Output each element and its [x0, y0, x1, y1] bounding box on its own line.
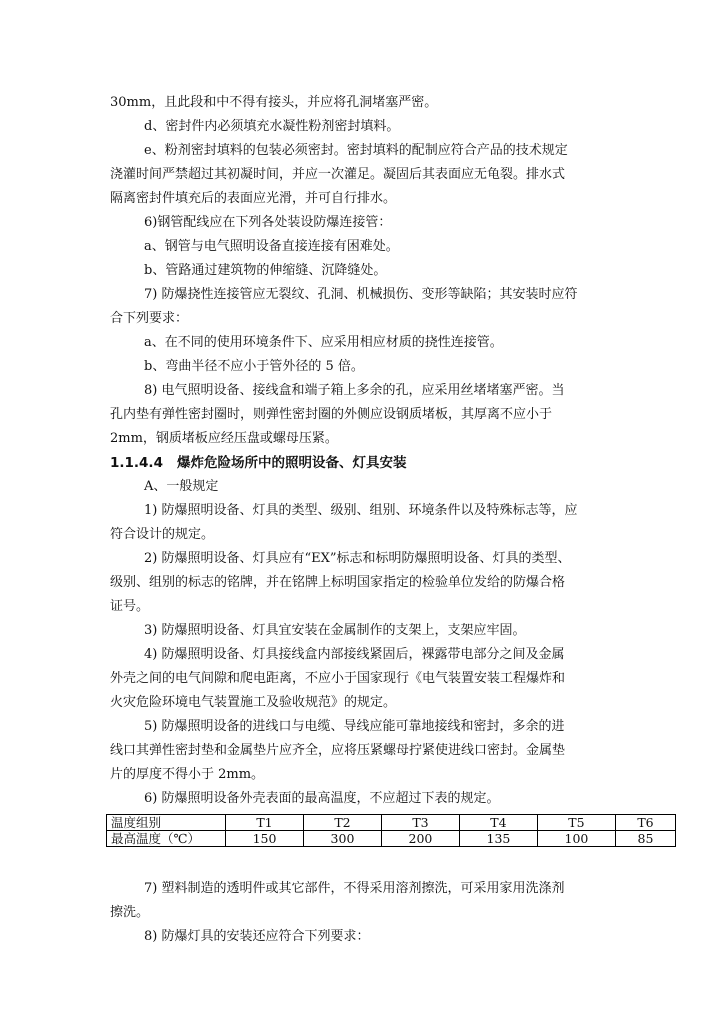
document-body	[110, 91, 654, 949]
paragraph-line: 7) 防爆挠性连接管应无裂纹、孔洞、机械损伤、变形等缺陷；其安装时应符	[144, 287, 578, 302]
paragraph-line: 火灾危险环境电气装置施工及验收规范》的规定。	[110, 695, 397, 710]
paragraph-line: a、在不同的使用环境条件下、应采用相应材质的挠性连接管。	[144, 335, 503, 350]
paragraph-line: 浇灌时间严禁超过其初凝时间，并应一次灌足。凝固后其表面应无龟裂。排水式	[110, 167, 566, 182]
paragraph-line: e、粉剂密封填料的包装必须密封。密封填料的配制应符合产品的技术规定	[144, 143, 568, 158]
paragraph-line: 1) 防爆照明设备、灯具的类型、级别、组别、环境条件以及特殊标志等，应	[144, 503, 578, 518]
paragraph-line: 8) 电气照明设备、接线盒和端子箱上多余的孔，应采用丝堵堵塞严密。当	[144, 383, 565, 398]
table-cell: T5	[537, 815, 615, 831]
paragraph-line: b、弯曲半径不应小于管外径的 5 倍。	[144, 359, 364, 374]
section-title: 爆炸危险场所中的照明设备、灯具安装	[176, 455, 407, 471]
paragraph-line: b、管路通过建筑物的伸缩缝、沉降缝处。	[144, 263, 387, 278]
temperature-table	[106, 814, 676, 847]
paragraph-line: A、一般规定	[144, 479, 219, 494]
paragraph-line: 片的厚度不得小于 2mm。	[110, 767, 265, 782]
paragraph-line: 隔离密封件填充后的表面应光滑，并可自行排水。	[110, 191, 397, 206]
paragraph-line: 证号。	[110, 599, 150, 614]
paragraph-line: 符合设计的规定。	[110, 527, 215, 542]
table-cell: 200	[381, 831, 459, 847]
paragraph-line: a、钢管与电气照明设备直接连接有困难处。	[144, 239, 399, 254]
table-cell: 150	[226, 831, 304, 847]
section-bottom	[110, 877, 615, 949]
paragraph-line: 6) 防爆照明设备外壳表面的最高温度，不应超过下表的规定。	[144, 791, 500, 806]
section-heading	[110, 451, 615, 475]
table-cell: 135	[459, 831, 537, 847]
section-number: 1.1.4.4	[110, 455, 163, 471]
table-cell: T6	[615, 815, 675, 831]
paragraph-line: 8) 防爆灯具的安装还应符合下列要求：	[144, 929, 370, 944]
paragraph-line: 外壳之间的电气间隙和爬电距离，不应小于国家现行《电气装置安装工程爆炸和	[110, 671, 566, 686]
paragraph-line: 级别、组别的标志的铭牌，并在铭牌上标明国家指定的检验单位发给的防爆合格	[110, 575, 566, 590]
table-cell: T1	[226, 815, 304, 831]
table-cell: T4	[459, 815, 537, 831]
table-cell: 85	[615, 831, 675, 847]
paragraph-line: d、密封件内必须填充水凝性粉剂密封填料。	[144, 119, 400, 134]
table-row-label: 最高温度（℃）	[107, 831, 226, 847]
paragraph-line: 3) 防爆照明设备、灯具宜安装在金属制作的支架上，支架应牢固。	[144, 623, 526, 638]
table-row	[107, 815, 676, 831]
paragraph-line: 2mm，钢质堵板应经压盘或螺母压紧。	[110, 431, 338, 446]
table-cell: 300	[303, 831, 381, 847]
paragraph-line: 线口其弹性密封垫和金属垫片应齐全，应将压紧螺母拧紧使进线口密封。金属垫	[110, 743, 566, 758]
paragraph-line: 30mm，且此段和中不得有接头，并应将孔洞堵塞严密。	[110, 95, 438, 110]
table-row	[107, 831, 676, 847]
section-top	[110, 91, 615, 451]
paragraph-line: 擦洗。	[110, 905, 150, 920]
section-general-rules	[110, 475, 615, 811]
table-cell: 100	[537, 831, 615, 847]
paragraph-line: 孔内垫有弹性密封圈时，则弹性密封圈的外侧应设钢质堵板，其厚离不应小于	[110, 407, 553, 422]
paragraph-line: 4) 防爆照明设备、灯具接线盒内部接线紧固后，裸露带电部分之间及金属	[144, 647, 565, 662]
paragraph-line: 2) 防爆照明设备、灯具应有“EX”标志和标明防爆照明设备、灯具的类型、	[144, 551, 571, 566]
paragraph-line: 合下列要求：	[110, 311, 189, 326]
paragraph-line: 6)钢管配线应在下列各处装设防爆连接管：	[144, 215, 392, 230]
table-cell: T3	[381, 815, 459, 831]
paragraph-line: 7) 塑料制造的透明件或其它部件，不得采用溶剂擦洗，可采用家用洗涤剂	[144, 881, 565, 896]
paragraph-line: 5) 防爆照明设备的进线口与电缆、导线应能可靠地接线和密封，多余的进	[144, 719, 565, 734]
table-row-label: 温度组别	[107, 815, 226, 831]
table-cell: T2	[303, 815, 381, 831]
